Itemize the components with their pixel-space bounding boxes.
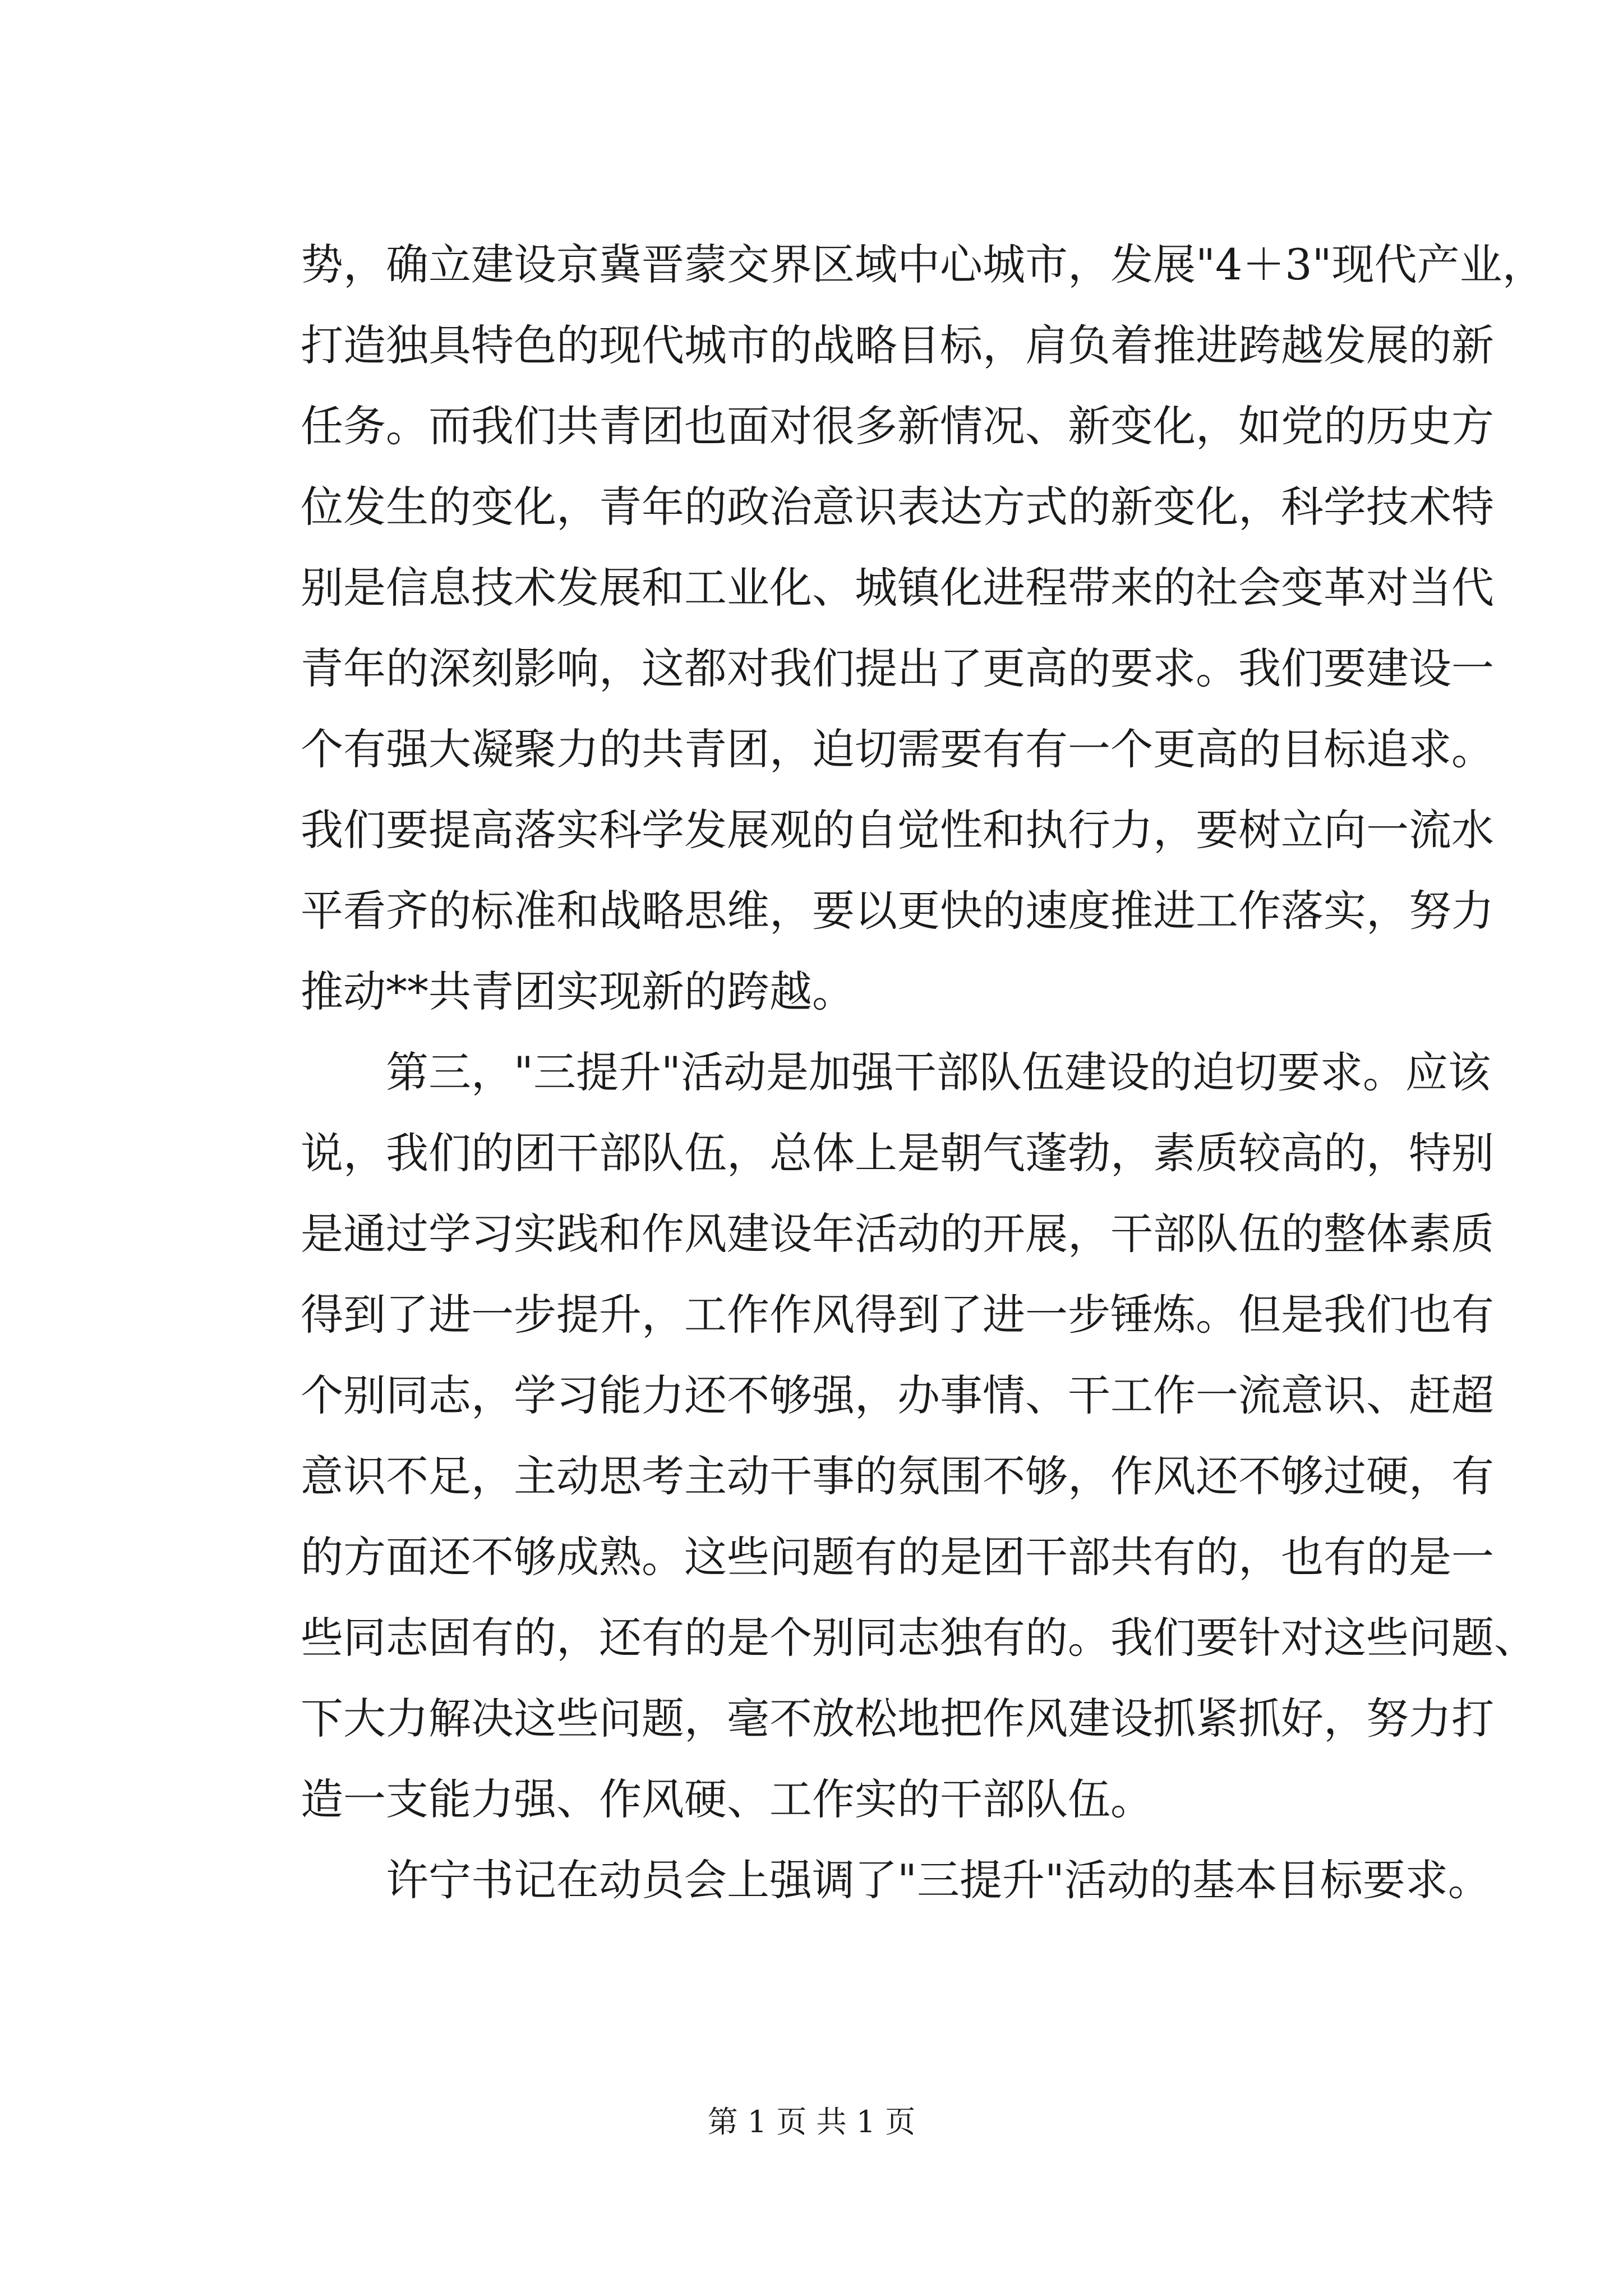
text-line: 个别同志，学习能力还不够强，办事情、干工作一流意识、赶超	[301, 1370, 1494, 1420]
page-footer: 第 1 页 共 1 页	[707, 2104, 916, 2139]
text-line: 平看齐的标准和战略思维，要以更快的速度推进工作落实，努力	[301, 886, 1494, 936]
text-line: 许宁书记在动员会上强调了"三提升"活动的基本目标要求。	[386, 1855, 1491, 1905]
text-line: 意识不足，主动思考主动干事的氛围不够，作风还不够过硬，有	[301, 1451, 1494, 1501]
text-line: 是通过学习实践和作风建设年活动的开展，干部队伍的整体素质	[301, 1209, 1494, 1259]
text-line: 任务。而我们共青团也面对很多新情况、新变化，如党的历史方	[301, 401, 1494, 451]
text-line: 青年的深刻影响，这都对我们提出了更高的要求。我们要建设一	[301, 643, 1494, 693]
text-line: 下大力解决这些问题，毫不放松地把作风建设抓紧抓好，努力打	[301, 1694, 1494, 1743]
text-line: 势，确立建设京冀晋蒙交界区域中心城市，发展"4＋3"现代产业，	[301, 240, 1545, 289]
text-line: 个有强大凝聚力的共青团，迫切需要有有一个更高的目标追求。	[301, 724, 1494, 774]
text-line: 第三，"三提升"活动是加强干部队伍建设的迫切要求。应该	[386, 1047, 1491, 1097]
text-line: 造一支能力强、作风硬、工作实的干部队伍。	[301, 1774, 1153, 1824]
text-line: 推动**共青团实现新的跨越。	[301, 967, 855, 1016]
text-line: 得到了进一步提升，工作作风得到了进一步锤炼。但是我们也有	[301, 1290, 1494, 1340]
text-line: 的方面还不够成熟。这些问题有的是团干部共有的，也有的是一	[301, 1532, 1494, 1582]
body-text	[301, 224, 1545, 1921]
text-line: 位发生的变化，青年的政治意识表达方式的新变化，科学技术特	[301, 482, 1494, 532]
text-line: 别是信息技术发展和工业化、城镇化进程带来的社会变革对当代	[301, 563, 1494, 613]
text-line: 些同志固有的，还有的是个别同志独有的。我们要针对这些问题、	[301, 1613, 1537, 1663]
text-line: 说，我们的团干部队伍，总体上是朝气蓬勃，素质较高的，特别	[301, 1128, 1494, 1178]
text-line: 打造独具特色的现代城市的战略目标，肩负着推进跨越发展的新	[301, 320, 1494, 370]
text-line: 我们要提高落实科学发展观的自觉性和执行力，要树立向一流水	[301, 805, 1494, 855]
